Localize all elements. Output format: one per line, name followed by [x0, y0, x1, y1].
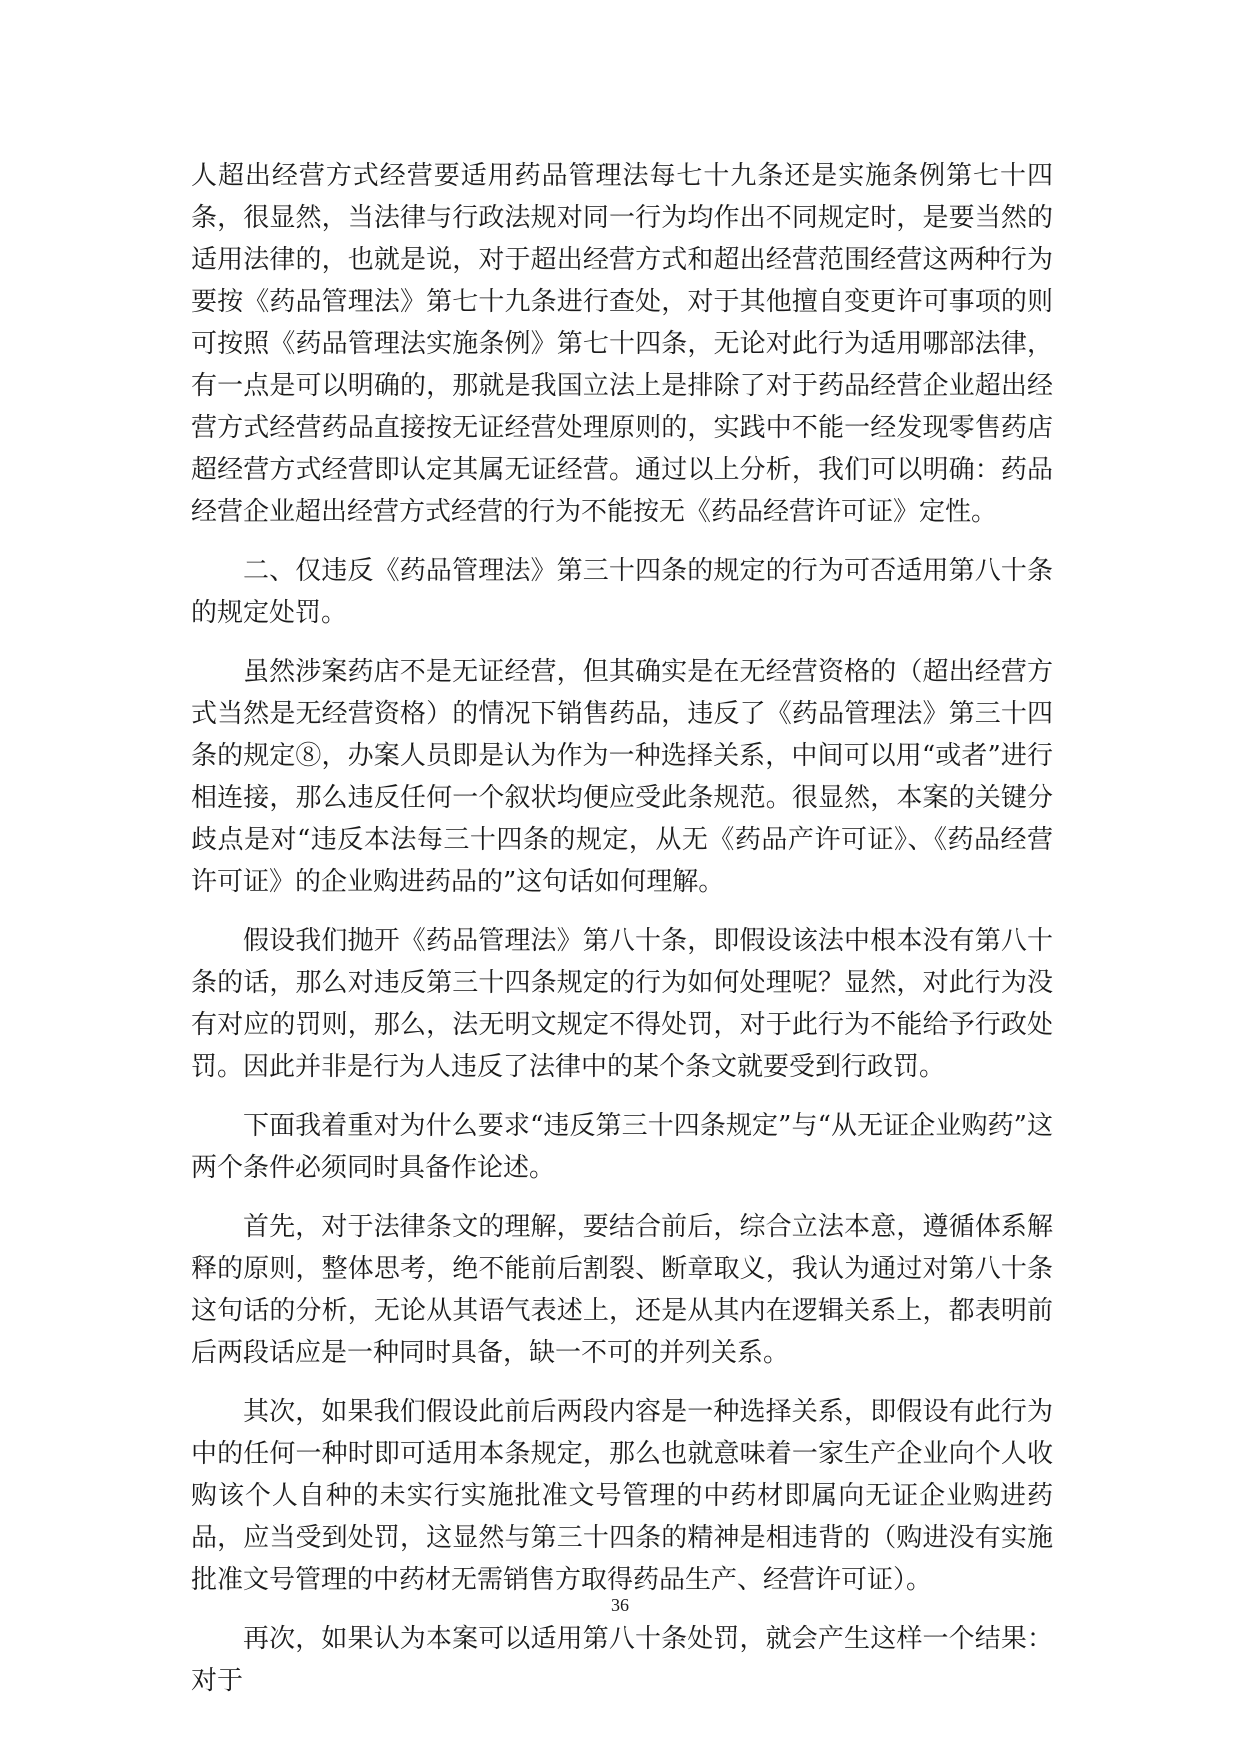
paragraph: 虽然涉案药店不是无证经营，但其确实是在无经营资格的（超出经营方式当然是无经营资格）的情况下销售药品，违反了《药品管理法》第三十四条的规定⑧，办案人员即是认为作为一种选择关系，中间可以用“或者”进行相连接，那么违反任何一个叙状均便应受此条规范。很显然，本案的关键分歧点是对“违反本法每三十四条的规定，从无《药品产许可证》、《药品经营许可证》的企业购进药品的”这句话如何理解。	[191, 657, 1053, 897]
document-body	[191, 155, 1053, 1702]
paragraph: 假设我们抛开《药品管理法》第八十条，即假设该法中根本没有第八十条的话，那么对违反第三十四条规定的行为如何处理呢？显然，对此行为没有对应的罚则，那么，法无明文规定不得处罚，对于此行为不能给予行政处罚。因此并非是行为人违反了法律中的某个条文就要受到行政罚。	[191, 926, 1053, 1082]
paragraph: 下面我着重对为什么要求“违反第三十四条规定”与“从无证企业购药”这两个条件必须同时具备作论述。	[191, 1111, 1053, 1183]
paragraph: 首先，对于法律条文的理解，要结合前后，综合立法本意，遵循体系解释的原则，整体思考，绝不能前后割裂、断章取义，我认为通过对第八十条这句话的分析，无论从其语气表述上，还是从其内在逻辑关系上，都表明前后两段话应是一种同时具备，缺一不可的并列关系。	[191, 1212, 1053, 1368]
paragraph: 再次，如果认为本案可以适用第八十条处罚，就会产生这样一个结果：对于	[191, 1624, 1053, 1696]
paragraph: 其次，如果我们假设此前后两段内容是一种选择关系，即假设有此行为中的任何一种时即可适用本条规定，那么也就意味着一家生产企业向个人收购该个人自种的未实行实施批准文号管理的中药材即属向无证企业购进药品，应当受到处罚，这显然与第三十四条的精神是相违背的（购进没有实施批准文号管理的中药材无需销售方取得药品生产、经营许可证）。	[191, 1397, 1053, 1595]
section-heading: 二、仅违反《药品管理法》第三十四条的规定的行为可否适用第八十条的规定处罚。	[191, 556, 1053, 628]
page-number: 36	[611, 1595, 629, 1615]
paragraph-continuation: 人超出经营方式经营要适用药品管理法每七十九条还是实施条例第七十四条，很显然，当法律与行政法规对同一行为均作出不同规定时，是要当然的适用法律的，也就是说，对于超出经营方式和超出经营范围经营这两种行为要按《药品管理法》第七十九条进行查处，对于其他擅自变更许可事项的则可按照《药品管理法实施条例》第七十四条，无论对此行为适用哪部法律，有一点是可以明确的，那就是我国立法上是排除了对于药品经营企业超出经营方式经营药品直接按无证经营处理原则的，实践中不能一经发现零售药店超经营方式经营即认定其属无证经营。通过以上分析，我们可以明确：药品经营企业超出经营方式经营的行为不能按无《药品经营许可证》定性。	[191, 161, 1053, 527]
